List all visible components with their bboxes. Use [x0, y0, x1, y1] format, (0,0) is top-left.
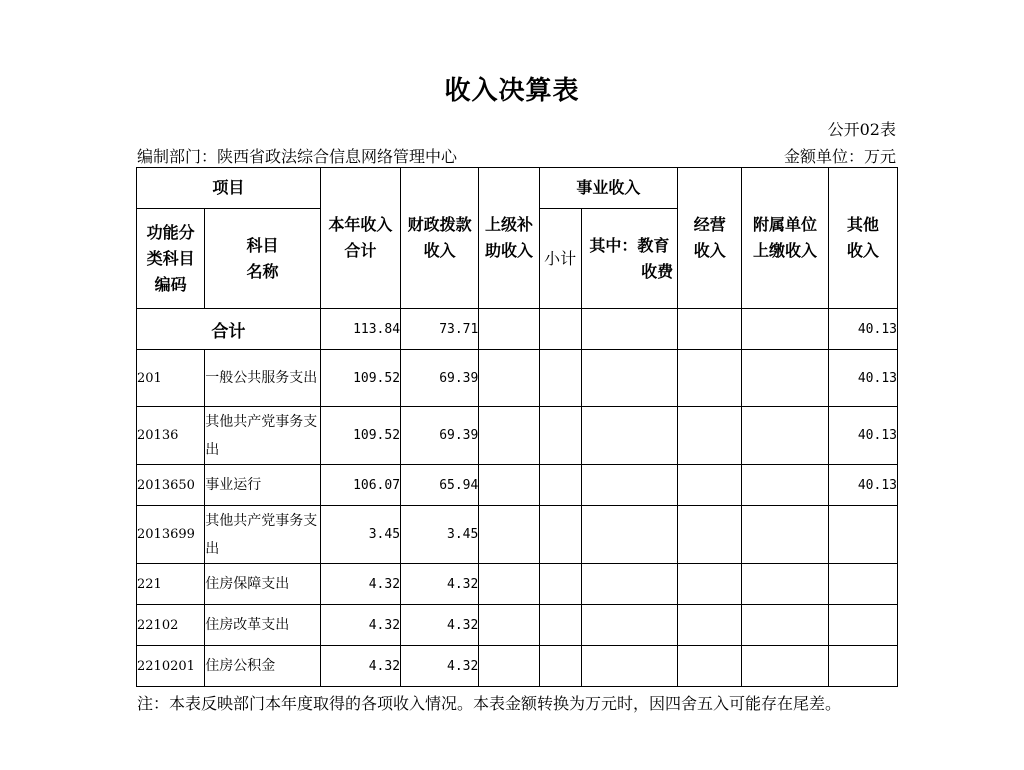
income-table	[136, 167, 898, 687]
row-year-total: 3.45	[320, 506, 400, 564]
table-row	[137, 407, 898, 465]
table-row	[137, 646, 898, 687]
page-title: 收入决算表	[444, 76, 580, 106]
row-code: 2210201	[137, 646, 205, 687]
row-code: 22102	[137, 605, 205, 646]
table-row	[137, 564, 898, 605]
row-year-total: 4.32	[320, 564, 400, 605]
amount-unit: 金额单位：万元	[783, 147, 896, 166]
header-edu-fee-line2: 收费	[641, 261, 674, 281]
row-year-total: 106.07	[320, 465, 400, 506]
row-other: 40.13	[828, 465, 897, 506]
row-fiscal: 69.39	[401, 407, 479, 465]
row-other	[828, 605, 897, 646]
header-edu-fee	[581, 209, 677, 309]
header-other: 其他收入	[828, 168, 897, 309]
total-other: 40.13	[828, 309, 897, 350]
row-year-total: 109.52	[320, 407, 400, 465]
row-code: 2013699	[137, 506, 205, 564]
row-code: 201	[137, 350, 205, 407]
row-name: 其他共产党事务支出	[205, 407, 320, 465]
header-year-total: 本年收入合计	[320, 168, 400, 309]
row-year-total: 109.52	[320, 350, 400, 407]
table-row	[137, 605, 898, 646]
total-fiscal: 73.71	[401, 309, 479, 350]
header-affiliated: 附属单位上缴收入	[742, 168, 828, 309]
header-operating: 经营收入	[678, 168, 742, 309]
row-code: 2013650	[137, 465, 205, 506]
row-name: 住房公积金	[205, 646, 320, 687]
row-fiscal: 4.32	[401, 605, 479, 646]
row-other	[828, 646, 897, 687]
row-other: 40.13	[828, 407, 897, 465]
row-other	[828, 564, 897, 605]
row-code: 221	[137, 564, 205, 605]
row-year-total: 4.32	[320, 605, 400, 646]
row-fiscal: 4.32	[401, 564, 479, 605]
row-code: 20136	[137, 407, 205, 465]
form-number: 公开02表	[827, 120, 896, 139]
row-name: 一般公共服务支出	[205, 350, 320, 407]
row-fiscal: 4.32	[401, 646, 479, 687]
row-fiscal: 3.45	[401, 506, 479, 564]
row-fiscal: 69.39	[401, 350, 479, 407]
header-fiscal: 财政拨款收入	[401, 168, 479, 309]
table-row	[137, 465, 898, 506]
total-row	[137, 309, 898, 350]
row-fiscal: 65.94	[401, 465, 479, 506]
compiling-department: 编制部门：陕西省政法综合信息网络管理中心	[137, 147, 458, 166]
header-superior: 上级补助收入	[479, 168, 539, 309]
table-row	[137, 506, 898, 564]
header-business: 事业收入	[539, 168, 678, 209]
row-year-total: 4.32	[320, 646, 400, 687]
total-year-total: 113.84	[320, 309, 400, 350]
footnote: 注：本表反映部门本年度取得的各项收入情况。本表金额转换为万元时，因四舍五入可能存在尾差。	[137, 694, 842, 713]
header-func-code: 功能分类科目编码	[137, 209, 205, 309]
table-row	[137, 350, 898, 407]
row-other	[828, 506, 897, 564]
header-edu-fee-line1: 其中：教育	[589, 235, 670, 255]
header-item: 项目	[137, 168, 321, 209]
header-subject-name: 科目名称	[205, 209, 320, 309]
row-other: 40.13	[828, 350, 897, 407]
row-name: 事业运行	[205, 465, 320, 506]
row-name: 住房改革支出	[205, 605, 320, 646]
row-name: 住房保障支出	[205, 564, 320, 605]
total-label: 合计	[137, 309, 321, 350]
row-name: 其他共产党事务支出	[205, 506, 320, 564]
header-subtotal: 小计	[539, 209, 581, 309]
